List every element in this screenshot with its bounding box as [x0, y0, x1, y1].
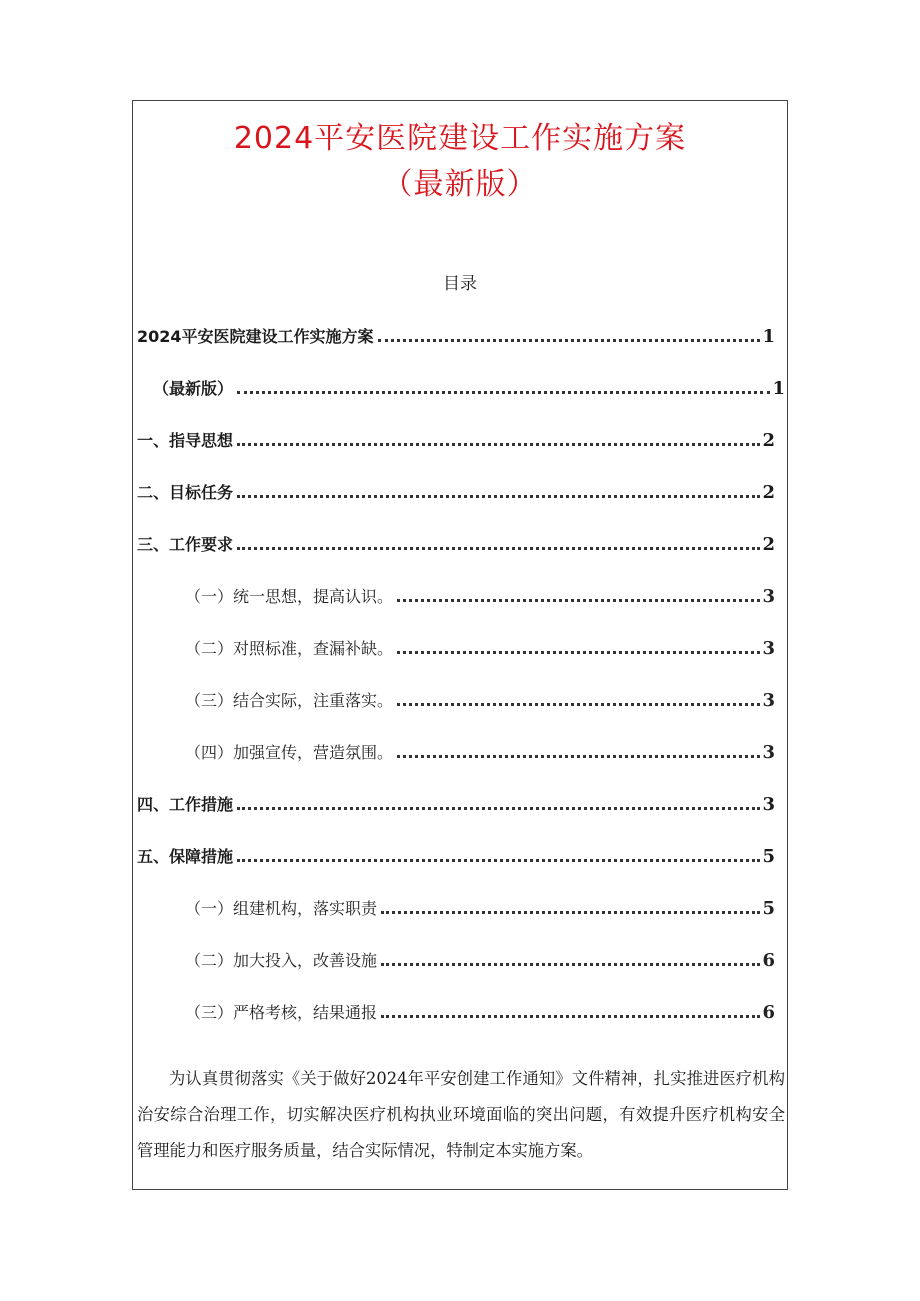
toc-entry-label: （二）对照标准，查漏补缺。 [185, 639, 394, 658]
toc-entry-label: （四）加强宣传，营造氛围。 [185, 743, 394, 762]
toc-entry-label: （一）组建机构，落实职责 [185, 899, 378, 918]
toc-entry-page: 6 [762, 950, 775, 971]
toc-entry-label: （三）严格考核，结果通报 [185, 1003, 378, 1022]
toc-leader-dots [237, 547, 760, 550]
toc-entry-page: 3 [762, 638, 775, 659]
toc-entry-page: 3 [762, 794, 775, 815]
toc-leader-dots [397, 755, 760, 758]
toc-entry[interactable] [137, 527, 775, 555]
toc-heading: 目录 [443, 274, 477, 294]
toc-entry[interactable] [137, 787, 775, 815]
toc-leader-dots [378, 339, 761, 342]
toc-entry-page: 3 [762, 690, 775, 711]
toc-entry-label: （一）统一思想，提高认识。 [185, 587, 394, 606]
toc-entry-label: 一、指导思想 [137, 431, 234, 450]
toc-leader-dots [237, 443, 760, 446]
toc-entry-page: 2 [762, 534, 775, 555]
toc-leader-dots [237, 495, 760, 498]
toc-entry-page: 5 [762, 898, 775, 919]
toc-entry[interactable] [185, 995, 775, 1023]
toc-leader-dots [237, 391, 770, 394]
toc-entry[interactable] [137, 319, 775, 347]
toc-entry[interactable] [185, 631, 775, 659]
toc-leader-dots [397, 599, 760, 602]
toc-entry-page: 3 [762, 586, 775, 607]
document-subtitle: （最新版） [382, 167, 538, 202]
toc-entry[interactable] [185, 735, 775, 763]
toc-entry[interactable] [137, 475, 775, 503]
toc-leader-dots [397, 651, 760, 654]
toc-entry[interactable] [137, 423, 775, 451]
document-frame [132, 100, 788, 1190]
toc-leader-dots [237, 859, 760, 862]
toc-entry-label: （三）结合实际，注重落实。 [185, 691, 394, 710]
toc-entry-label: （二）加大投入，改善设施 [185, 951, 378, 970]
intro-paragraph: 为认真贯彻落实《关于做好2024年平安创建工作通知》文件精神，扎实推进医疗机构治安综合治理工作，切实解决医疗机构执业环境面临的突出问题，有效提升医疗机构安全管理能力和医疗服务质量，结合实际情况，特制定本实施方案。 [137, 1069, 785, 1160]
toc-leader-dots [381, 911, 760, 914]
toc-entry-page: 3 [762, 742, 775, 763]
document-title: 2024平安医院建设工作实施方案 [233, 121, 687, 156]
toc-entry-page: 1 [762, 326, 775, 347]
toc-entry[interactable] [185, 943, 775, 971]
toc-entry-page: 2 [762, 482, 775, 503]
toc-entry-page: 6 [762, 1002, 775, 1023]
toc-entry[interactable] [185, 579, 775, 607]
toc-entry[interactable] [153, 371, 785, 399]
toc-leader-dots [237, 807, 760, 810]
toc-entry-label: （最新版） [153, 379, 234, 398]
toc-entry-label: 2024平安医院建设工作实施方案 [137, 327, 374, 346]
toc-entry-label: 五、保障措施 [137, 847, 234, 866]
toc-entry[interactable] [185, 683, 775, 711]
toc-entry-label: 三、工作要求 [137, 535, 234, 554]
toc-entry-label: 四、工作措施 [137, 795, 234, 814]
toc-entry-page: 5 [762, 846, 775, 867]
toc-entry-label: 二、目标任务 [137, 483, 234, 502]
toc-leader-dots [397, 703, 760, 706]
toc-entry-page: 1 [772, 378, 785, 399]
toc-leader-dots [381, 1015, 760, 1018]
toc-entry[interactable] [185, 891, 775, 919]
toc-leader-dots [381, 963, 760, 966]
toc-entry-page: 2 [762, 430, 775, 451]
toc-entry[interactable] [137, 839, 775, 867]
